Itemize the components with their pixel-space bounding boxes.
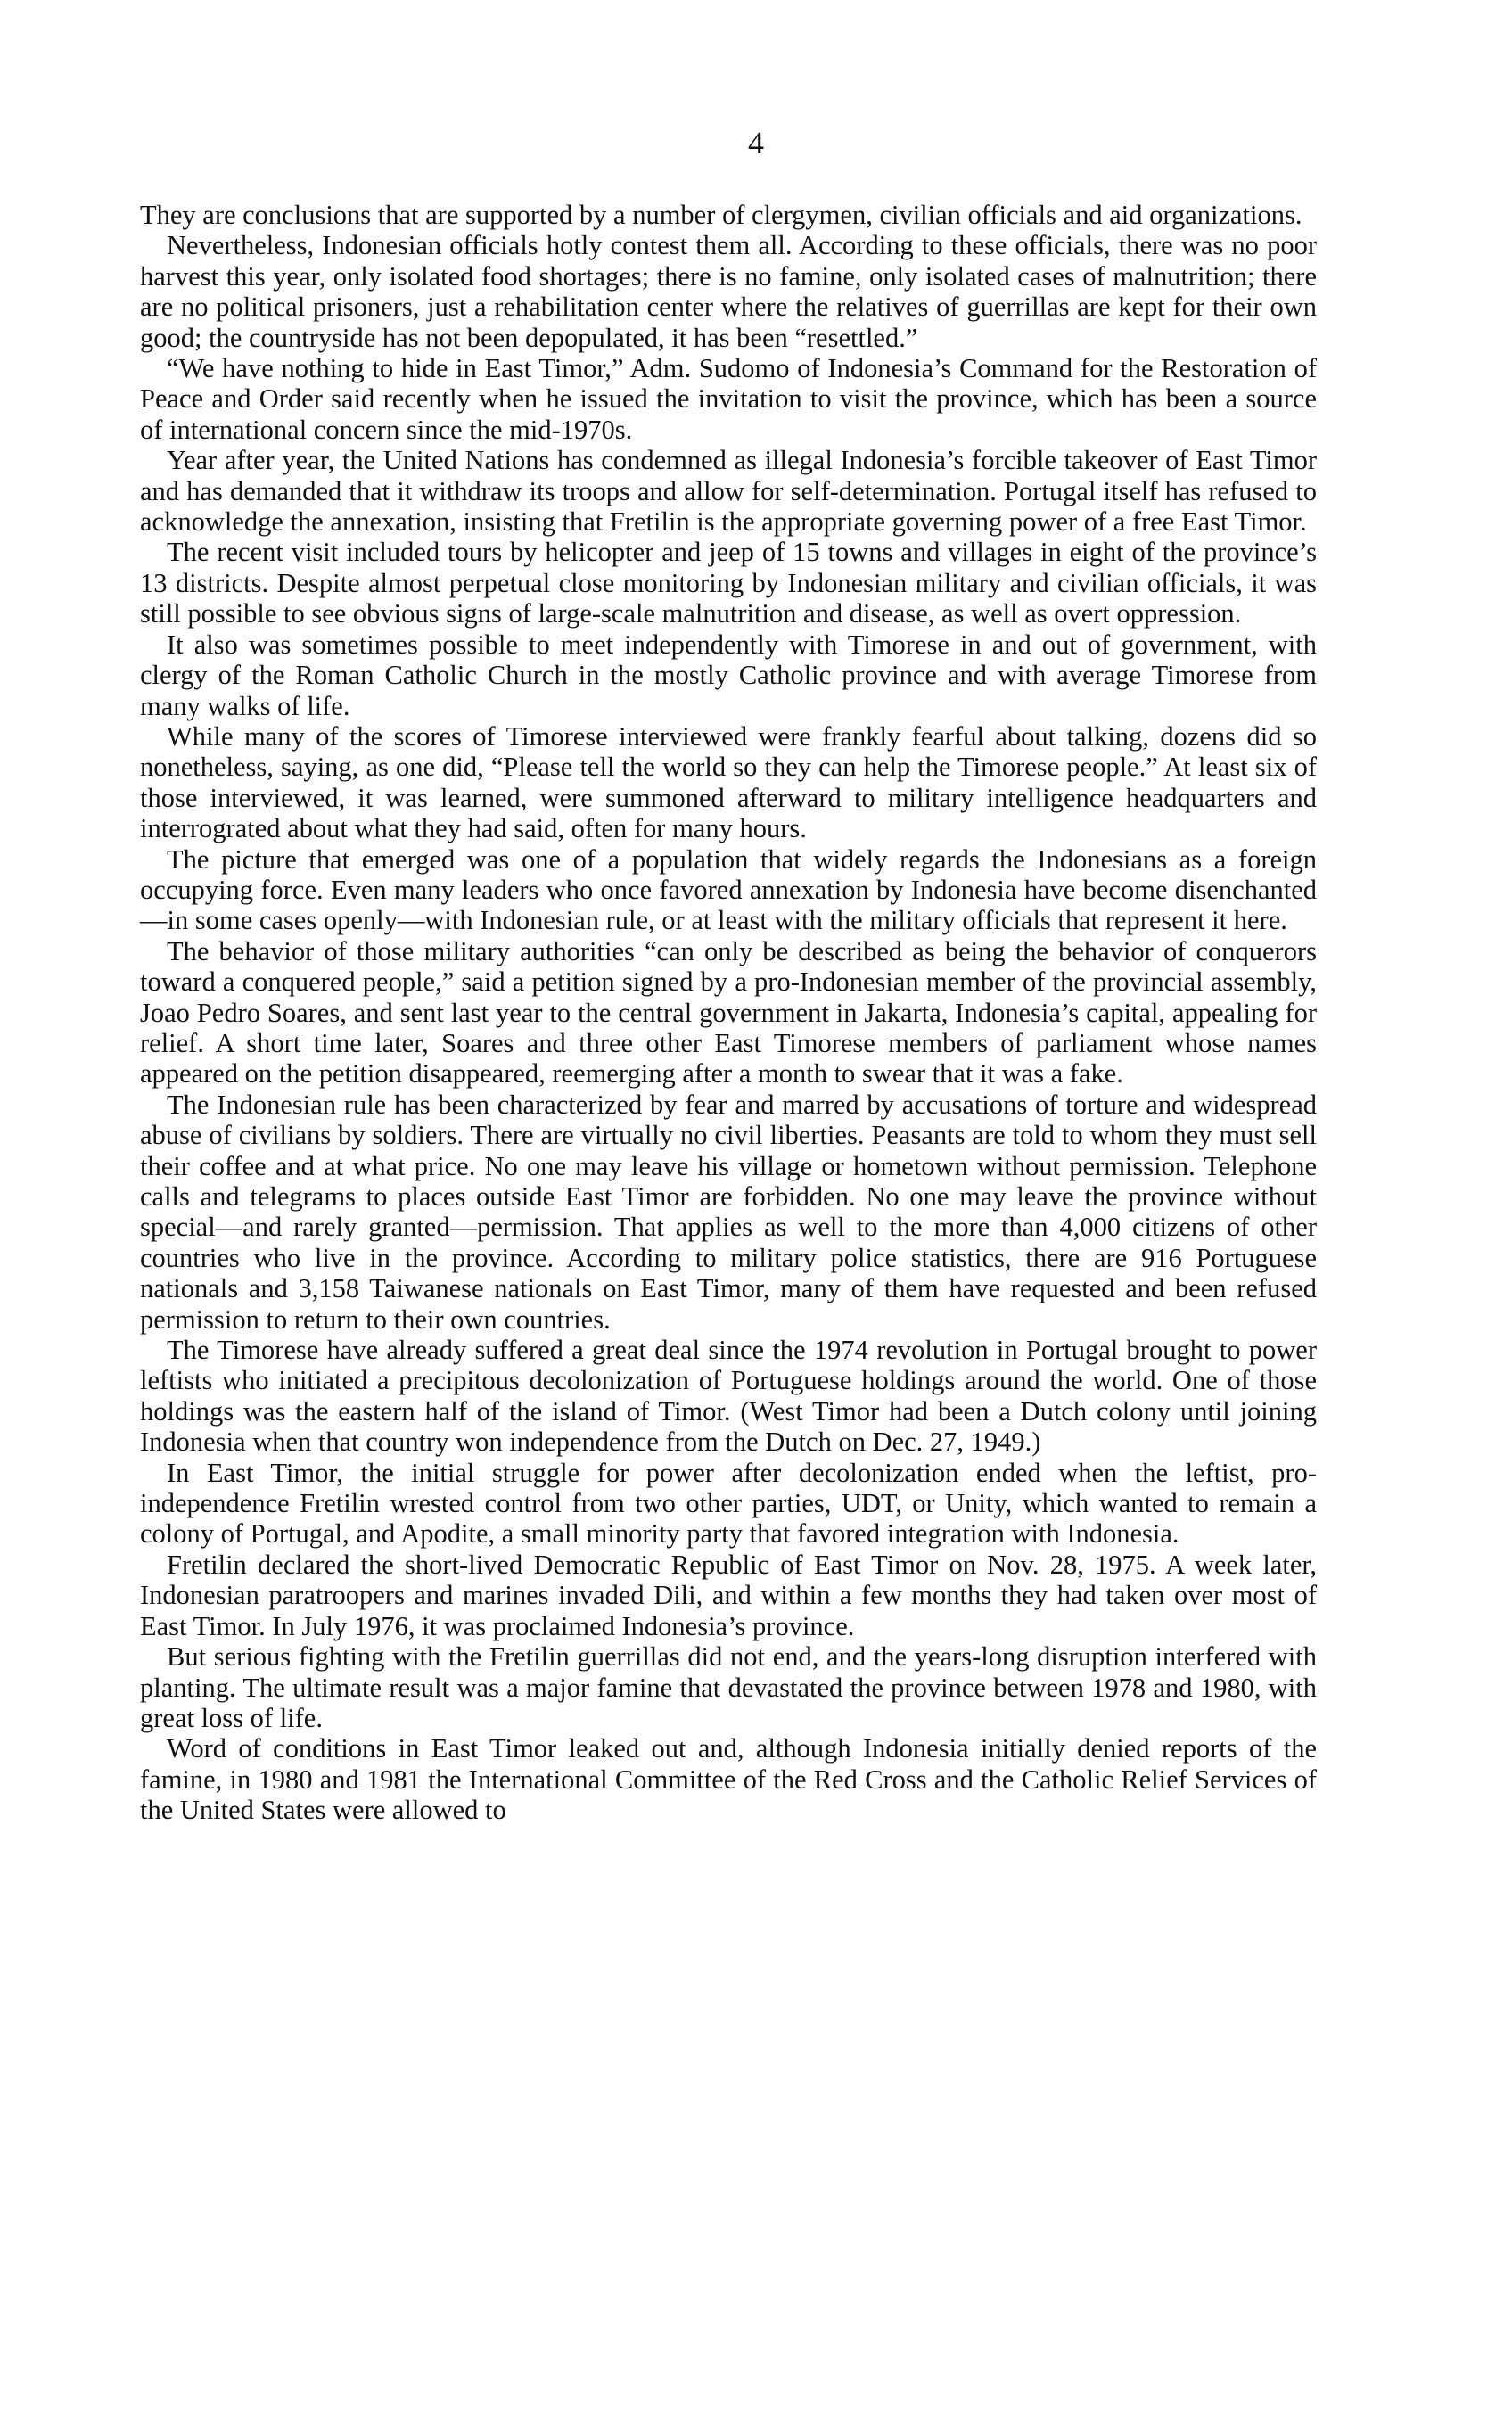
paragraph: The behavior of those military authorities “can only be described as being the behavior of conquerors toward a conquered people,” said a petition signed by a pro-Indonesian member of the provincial assembly, Joao Pedro Soares, and sent last year to the central government in Jakarta, Indonesia’s capital, appealing for relief. A short time later, Soares and three other East Timorese members of parliament whose names appeared on the petition disappeared, reemerging after a month to swear that it was a fake. [140, 935, 1317, 1090]
body-text [140, 200, 1317, 1826]
paragraph: Word of conditions in East Timor leaked out and, although Indonesia initially denied reports of the famine, in 1980 and 1981 the International Committee of the Red Cross and the Catholic Relief Services of the United States were allowed to [140, 1733, 1317, 1826]
paragraph: Nevertheless, Indonesian officials hotly contest them all. According to these officials, there was no poor harvest this year, only isolated food shortages; there is no famine, only isolated cases of malnutrition; there are no political prisoners, just a rehabilitation center where the relatives of guerrillas are kept for their own good; the countryside has not been depopulated, it has been “resettled.” [140, 230, 1317, 353]
paragraph: “We have nothing to hide in East Timor,” Adm. Sudomo of Indonesia’s Command for the Restoration of Peace and Order said recently when he issued the invitation to visit the province, which has been a source of international concern since the mid-1970s. [140, 353, 1317, 445]
paragraph: The Indonesian rule has been characterized by fear and marred by accusations of torture and widespread abuse of civilians by soldiers. There are virtually no civil liberties. Peasants are told to whom they must sell their coffee and at what price. No one may leave his village or hometown without permission. Telephone calls and telegrams to places outside East Timor are forbidden. No one may leave the province without special—and rarely granted—permission. That applies as well to the more than 4,000 citizens of other countries who live in the province. According to military police statistics, there are 916 Portuguese nationals and 3,158 Taiwanese nationals on East Timor, many of them have requested and been refused permission to return to their own countries. [140, 1089, 1317, 1335]
paragraph: The recent visit included tours by helicopter and jeep of 15 towns and villages in eight of the province’s 13 districts. Despite almost perpetual close monitoring by Indonesian military and civilian officials, it was still possible to see obvious signs of large-scale malnutrition and disease, as well as overt oppression. [140, 537, 1317, 629]
paragraph: Fretilin declared the short-lived Democratic Republic of East Timor on Nov. 28, 1975. A week later, Indonesian paratroopers and marines invaded Dili, and within a few months they had taken over most of East Timor. In July 1976, it was proclaimed Indonesia’s province. [140, 1549, 1317, 1641]
paragraph: In East Timor, the initial struggle for power after decolonization ended when the leftist, pro-independence Fretilin wrested control from two other parties, UDT, or Unity, which wanted to remain a colony of Portugal, and Apodite, a small minority party that favored integration with Indonesia. [140, 1457, 1317, 1550]
paragraph: The picture that emerged was one of a population that widely regards the Indonesians as a foreign occupying force. Even many leaders who once favored annexation by Indonesia have become disenchanted—in some cases openly—with Indonesian rule, or at least with the military officials that represent it here. [140, 843, 1317, 936]
paragraph: But serious fighting with the Fretilin guerrillas did not end, and the years-long disruption interfered with planting. The ultimate result was a major famine that devastated the province between 1978 and 1980, with great loss of life. [140, 1641, 1317, 1733]
paragraph: Year after year, the United Nations has condemned as illegal Indonesia’s forcible takeover of East Timor and has demanded that it withdraw its troops and allow for self-determination. Portugal itself has refused to acknowledge the annexation, insisting that Fretilin is the appropriate governing power of a free East Timor. [140, 445, 1317, 538]
page-number: 4 [748, 125, 764, 160]
paragraph: They are conclusions that are supported by a number of clergymen, civilian officials and aid organizations. [140, 200, 1302, 230]
paragraph: The Timorese have already suffered a great deal since the 1974 revolution in Portugal brought to power leftists who initiated a precipitous decolonization of Portuguese holdings around the world. One of those holdings was the eastern half of the island of Timor. (West Timor had been a Dutch colony until joining Indonesia when that country won independence from the Dutch on Dec. 27, 1949.) [140, 1335, 1317, 1458]
paragraph: While many of the scores of Timorese interviewed were frankly fearful about talking, dozens did so nonetheless, saying, as one did, “Please tell the world so they can help the Timorese people.” At least six of those interviewed, it was learned, were summoned afterward to military intelligence headquarters and interrograted about what they had said, often for many hours. [140, 720, 1317, 844]
paragraph: It also was sometimes possible to meet independently with Timorese in and out of government, with clergy of the Roman Catholic Church in the mostly Catholic province and with average Timorese from many walks of life. [140, 629, 1317, 721]
